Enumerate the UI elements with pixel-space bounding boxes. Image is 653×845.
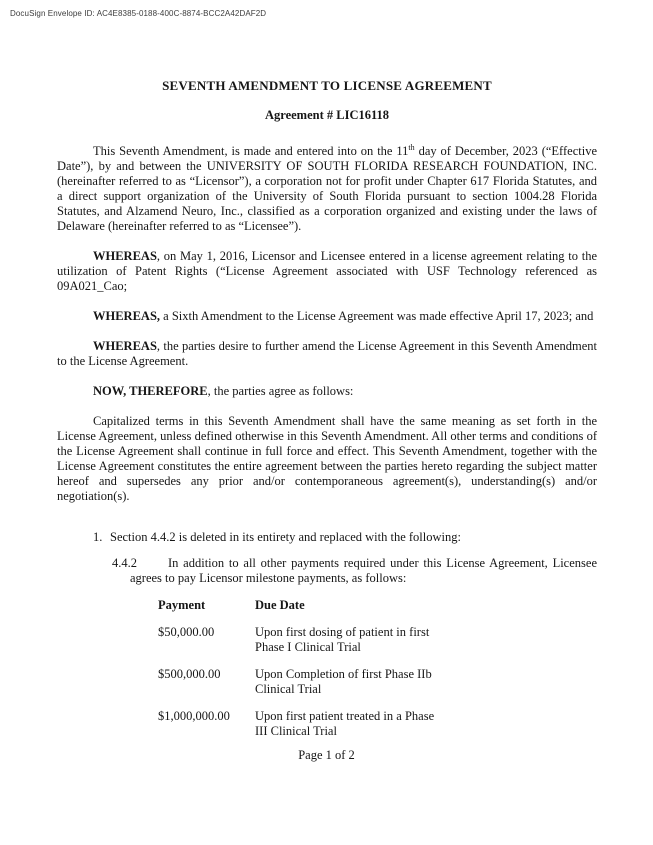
section-4-4-2-number: 4.4.2 — [112, 556, 137, 570]
document-page — [57, 0, 597, 739]
docusign-envelope-id: DocuSign Envelope ID: AC4E8385-0188-400C-8874-BCC2A42DAF2D — [10, 9, 267, 18]
list-item-1 — [93, 530, 597, 545]
whereas-paragraph-2 — [57, 309, 597, 324]
page-number-footer: Page 1 of 2 — [298, 748, 355, 762]
intro-text-after-superscript: day of December, 2023 (“Effective Date”), by and between the UNIVERSITY OF SOUTH FLORIDA RESEARCH FOUNDATION, INC. (hereinafter referred to as “Licensor”), a corporation not for profit under Chapter 617 Florida Statutes, and a direct support organization of the University of South Florida pursuant to section 1004.28 Florida Statutes, and Alzamend Neuro, Inc., classified as a corporation organized and existing under the laws of Delaware (hereinafter referred to as “Licensee”). — [57, 144, 597, 233]
whereas-paragraph-3 — [57, 339, 597, 369]
whereas-3-text: , the parties desire to further amend the License Agreement in this Seventh Amendment to the License Agreement. — [57, 339, 597, 368]
milestone-row — [158, 625, 597, 655]
document-title: SEVENTH AMENDMENT TO LICENSE AGREEMENT — [162, 78, 492, 93]
milestone-row — [158, 709, 597, 739]
capitalized-terms-paragraph: Capitalized terms in this Seventh Amendment shall have the same meaning as set forth in the License Agreement, unless defined otherwise in this Seventh Amendment. All other terms and conditions of the License Agreement shall continue in full force and effect. This Seventh Amendment, together with the License Agreement constitutes the entire agreement between the parties hereto regarding the subject matter hereof and supersedes any prior and/or contemporaneous agreement(s), understanding(s) and/or negotiation(s). — [57, 414, 597, 503]
payment-cell: $1,000,000.00 — [158, 709, 230, 723]
due-date-cell: Upon Completion of first Phase IIb Clinical Trial — [255, 667, 432, 696]
ordinal-superscript: th — [408, 142, 415, 152]
list-item-1-text: Section 4.4.2 is deleted in its entirety and replaced with the following: — [110, 530, 461, 544]
now-therefore-lead: NOW, THEREFORE — [93, 384, 208, 398]
agreement-number: Agreement # LIC16118 — [264, 108, 390, 122]
intro-paragraph — [57, 144, 597, 234]
milestone-table — [158, 598, 597, 739]
whereas-3-lead: WHEREAS — [93, 339, 157, 353]
milestone-table-header — [158, 598, 597, 613]
due-date-cell: Upon first dosing of patient in first Phase I Clinical Trial — [255, 625, 430, 654]
now-therefore-text: , the parties agree as follows: — [207, 384, 354, 398]
list-item-1-number: 1. — [93, 530, 103, 544]
whereas-2-lead: WHEREAS, — [93, 309, 161, 323]
section-4-4-2-text: In addition to all other payments required under this License Agreement, Licensee agrees to pay Licensor milestone payments, as follows: — [130, 556, 597, 585]
now-therefore-paragraph — [57, 384, 597, 399]
payment-cell: $500,000.00 — [158, 667, 221, 681]
whereas-2-text: a Sixth Amendment to the License Agreement was made effective April 17, 2023; and — [160, 309, 594, 323]
whereas-1-lead: WHEREAS — [93, 249, 157, 263]
section-4-4-2 — [112, 556, 597, 586]
due-date-cell: Upon first patient treated in a Phase III Clinical Trial — [255, 709, 435, 738]
due-date-column-header: Due Date — [255, 598, 305, 612]
payment-column-header: Payment — [158, 598, 206, 612]
milestone-row — [158, 667, 597, 697]
whereas-1-text: , on May 1, 2016, Licensor and Licensee entered in a license agreement relating to the utilization of Patent Rights (“License Agreement associated with USF Technology referenced as 09A021_Cao; — [57, 249, 597, 293]
whereas-paragraph-1 — [57, 249, 597, 294]
payment-cell: $50,000.00 — [158, 625, 215, 639]
intro-text-before-superscript: This Seventh Amendment, is made and entered into on the 11 — [93, 144, 409, 158]
